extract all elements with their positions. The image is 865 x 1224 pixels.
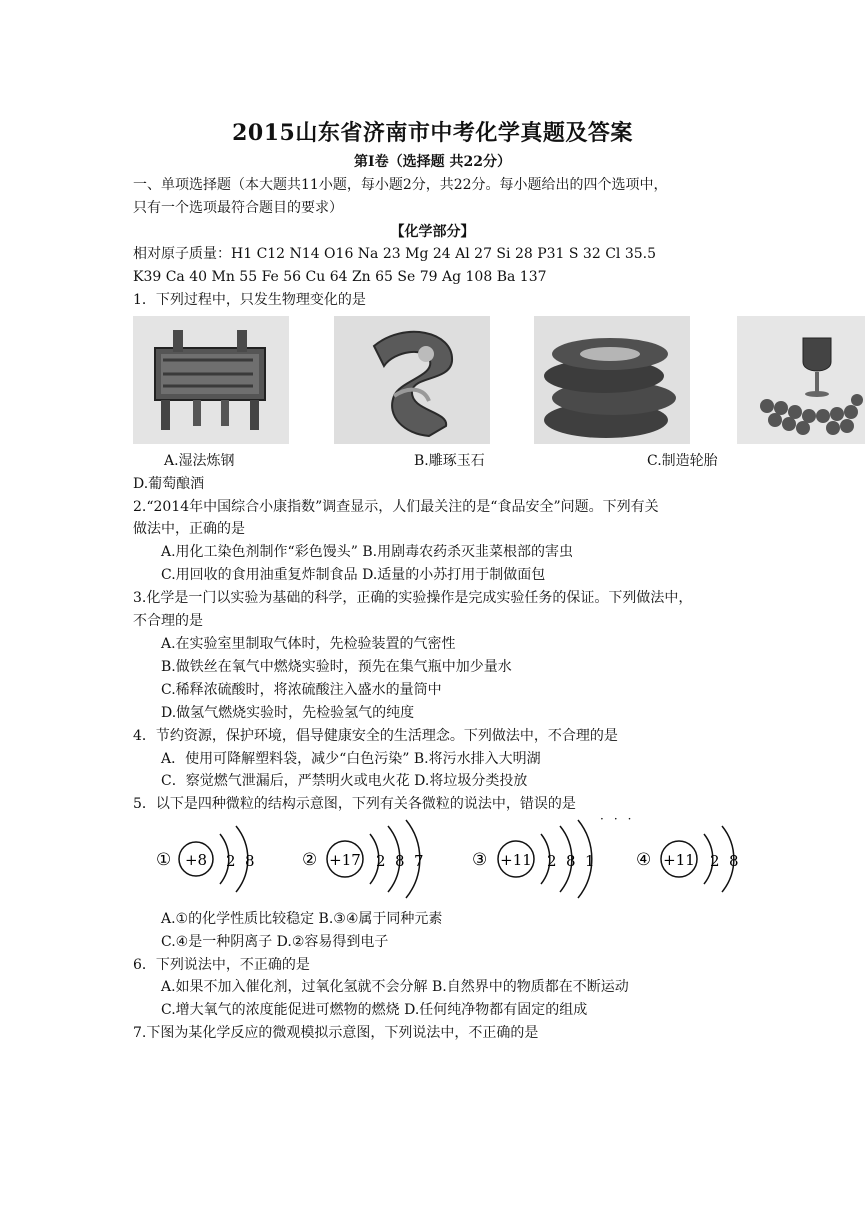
q2-stem-line-2: 做法中，正确的是	[133, 521, 245, 537]
q1-image-grapes-wine	[737, 316, 865, 444]
volume-heading: 第Ⅰ卷（选择题 共22分）	[354, 154, 511, 170]
atom-diagram-2	[302, 820, 424, 898]
q1-option-d: D.葡萄酿酒	[133, 476, 205, 492]
atom-4-shell-1: 2	[710, 852, 720, 870]
q2-stem-line-1: 2.“2014年中国综合小康指数”调查显示，人们最关注的是“食品安全”问题。下列有关	[133, 499, 659, 515]
q6-stem: 6．下列说法中，不正确的是	[133, 957, 310, 973]
atom-4-number: ④	[636, 850, 652, 870]
q5-options-ab: A.①的化学性质比较稳定 B.③④属于同种元素	[161, 911, 443, 927]
q1-image-jade-carving	[334, 316, 490, 444]
q1-stem: 1．下列过程中，只发生物理变化的是	[133, 292, 366, 308]
q1-option-c: C.制造轮胎	[647, 453, 718, 469]
q6-options-cd: C.增大氧气的浓度能促进可燃物的燃烧 D.任何纯净物都有固定的组成	[161, 1002, 588, 1018]
q6-options-ab: A.如果不加入催化剂，过氧化氢就不会分解 B.自然界中的物质都在不断运动	[161, 979, 629, 995]
section-intro-line-2: 只有一个选项最符合题目的要求）	[133, 200, 343, 216]
q1-option-a: A.湿法炼钢	[164, 453, 235, 469]
q7-stem: 7.下图为某化学反应的微观模拟示意图，下列说法中，不正确的是	[133, 1025, 539, 1041]
atom-diagram-3	[472, 820, 595, 898]
atom-4-nucleus: +11	[663, 851, 695, 869]
atom-1-number: ①	[156, 850, 172, 870]
atom-2-shell-2: 8	[395, 852, 405, 870]
atom-1-shell-1: 2	[226, 852, 236, 870]
q4-options-ab: A．使用可降解塑料袋，减少“白色污染” B.将污水排入大明湖	[161, 751, 541, 767]
atom-2-shell-3: 7	[414, 852, 424, 870]
atom-3-nucleus: +11	[500, 851, 532, 869]
q3-option-a: A.在实验室里制取气体时，先检验装置的气密性	[161, 636, 456, 652]
q1-image-bronze-vessel	[133, 316, 289, 444]
atomic-mass-line-2: K39 Ca 40 Mn 55 Fe 56 Cu 64 Zn 65 Se 79 Ag 108 Ba 137	[133, 269, 547, 285]
q1-option-b: B.雕琢玉石	[414, 453, 485, 469]
q1-image-tire-stack	[534, 316, 690, 444]
q4-options-cd: C．察觉燃气泄漏后，严禁明火或电火花 D.将垃圾分类投放	[161, 773, 528, 789]
dot-marks: ···	[600, 812, 642, 826]
atom-2-number: ②	[302, 850, 318, 870]
atom-2-nucleus: +17	[329, 851, 361, 869]
q2-options-cd: C.用回收的食用油重复炸制食品 D.适量的小苏打用于制做面包	[161, 567, 546, 583]
q4-stem: 4．节约资源，保护环境，倡导健康安全的生活理念。下列做法中，不合理的是	[133, 728, 618, 744]
atom-diagram-4	[636, 826, 739, 892]
atom-1-nucleus: +8	[184, 851, 208, 869]
q3-option-d: D.做氢气燃烧实验时，先检验氢气的纯度	[161, 705, 415, 721]
atom-3-shell-2: 8	[566, 852, 576, 870]
section-intro-line-1: 一、单项选择题（本大题共11小题，每小题2分，共22分。每小题给出的四个选项中，	[133, 177, 668, 193]
q5-atom-diagrams	[150, 816, 750, 906]
atom-4-shell-2: 8	[729, 852, 739, 870]
atom-3-shell-1: 2	[547, 852, 557, 870]
atom-2-shell-1: 2	[376, 852, 386, 870]
q5-stem: 5．以下是四种微粒的结构示意图，下列有关各微粒的说法中，错误的是	[133, 796, 576, 812]
q5-options-cd: C.④是一种阴离子 D.②容易得到电子	[161, 934, 389, 950]
part-label: 【化学部分】	[390, 224, 475, 240]
page-title: 2015山东省济南市中考化学真题及答案	[232, 120, 633, 146]
atom-3-number: ③	[472, 850, 488, 870]
q2-options-ab: A.用化工染色剂制作“彩色馒头” B.用剧毒农药杀灭韭菜根部的害虫	[161, 544, 574, 560]
q3-stem-line-2: 不合理的是	[133, 613, 203, 629]
atom-diagram-1	[156, 826, 255, 892]
q3-stem-line-1: 3.化学是一门以实验为基础的科学，正确的实验操作是完成实验任务的保证。下列做法中，	[133, 590, 693, 606]
atom-1-shell-2: 8	[245, 852, 255, 870]
q3-option-b: B.做铁丝在氧气中燃烧实验时，预先在集气瓶中加少量水	[161, 659, 512, 675]
atom-3-shell-3: 1	[585, 852, 595, 870]
q3-option-c: C.稀释浓硫酸时，将浓硫酸注入盛水的量筒中	[161, 682, 442, 698]
atomic-mass-line-1: 相对原子质量：H1 C12 N14 O16 Na 23 Mg 24 Al 27 Si 28 P31 S 32 Cl 35.5	[133, 246, 657, 262]
